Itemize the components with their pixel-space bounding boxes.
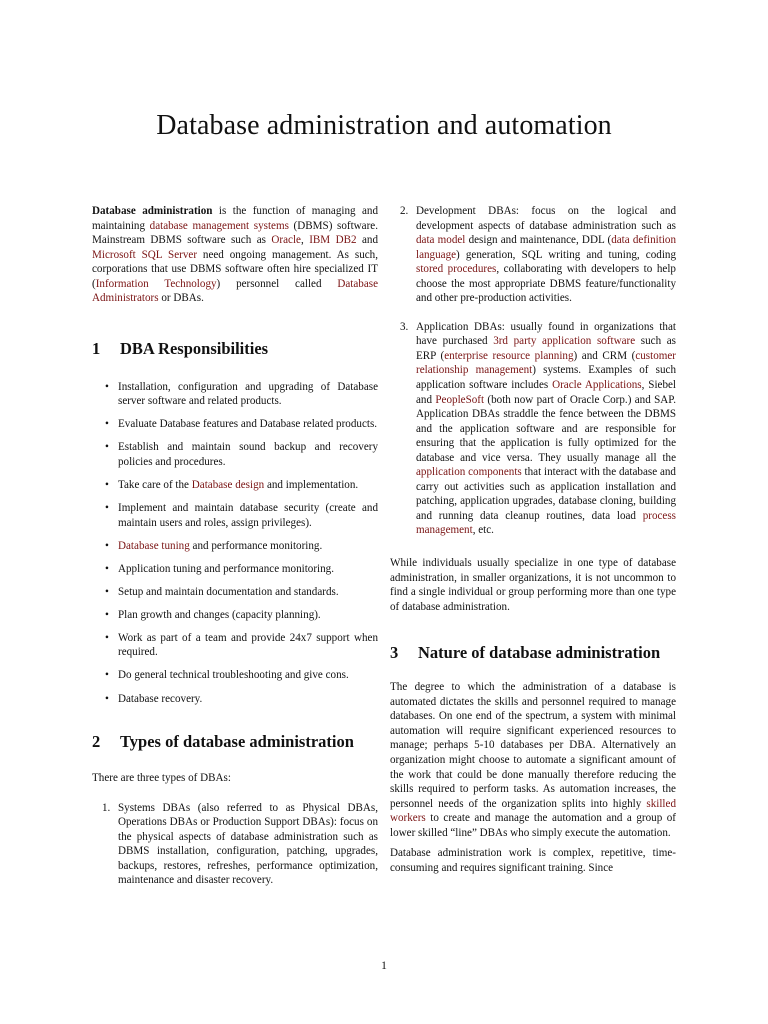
- list-item: [92, 668, 378, 683]
- link-peoplesoft[interactable]: PeopleSoft: [435, 393, 485, 406]
- list-item-text: , Siebel and: [416, 379, 677, 406]
- link-application-components[interactable]: application components: [416, 466, 522, 479]
- section-2-number: 2: [92, 732, 101, 752]
- dba-types-list-continued: [390, 204, 676, 538]
- bullet-icon: •: [105, 631, 109, 644]
- list-item: [92, 380, 378, 409]
- link-process-management[interactable]: process management: [416, 509, 676, 537]
- list-item-text: Evaluate Database features and Database related products.: [118, 418, 378, 431]
- list-item: [92, 417, 378, 432]
- paragraph-text: to create and manage the automation and a group of lower skilled “line” DBAs who simply execute the automation.: [390, 812, 676, 839]
- list-item: [92, 478, 378, 493]
- bullet-icon: •: [105, 539, 109, 552]
- bullet-icon: •: [105, 441, 109, 454]
- list-item-text: , etc.: [472, 524, 494, 537]
- link-data-model[interactable]: data model: [416, 234, 466, 247]
- intro-text: (DBMS) software. Mainstream DBMS software such as: [92, 219, 378, 247]
- section-1-heading: [92, 338, 378, 360]
- bullet-icon: •: [105, 669, 109, 682]
- list-item-text: Setup and maintain documentation and standards.: [118, 585, 339, 598]
- left-column: [92, 204, 378, 896]
- section-2-heading: [92, 731, 378, 753]
- link-stored-procedures[interactable]: stored procedures: [416, 263, 497, 276]
- section-3-number: 3: [390, 643, 399, 663]
- link-database-design[interactable]: Database design: [191, 479, 265, 492]
- list-item-text: that interact with the database and carry out activities such as application installation and patching, application upgrades, database cloning, building and running data cleanup routines, data load: [416, 466, 676, 522]
- list-item-text: ) and CRM (: [573, 349, 636, 362]
- link-ibm-db2[interactable]: IBM DB2: [309, 234, 357, 247]
- bullet-icon: •: [105, 585, 109, 598]
- list-item-text: and performance monitoring.: [189, 539, 323, 552]
- bullet-icon: •: [105, 380, 109, 393]
- list-item: [92, 539, 378, 554]
- list-item-text: Work as part of a team and provide 24x7 support when required.: [118, 631, 378, 659]
- link-dbms[interactable]: database management systems: [149, 219, 289, 232]
- list-item-text: ) systems. Examples of such application software includes: [416, 364, 676, 392]
- list-item: [92, 608, 378, 623]
- link-erp[interactable]: enterprise resource planning: [444, 349, 574, 362]
- link-3rd-party-software[interactable]: 3rd party application software: [493, 335, 636, 348]
- list-item-text: , collaborating with developers to help choose the most appropriate DBMS feature/functionality and other pre-production activities.: [416, 263, 676, 305]
- document-title: Database administration and automation: [156, 110, 612, 141]
- list-item-text: Application DBAs: usually found in organizations that have purchased: [416, 320, 676, 348]
- intro-text: need ongoing management. As such, corporations that use DBMS software often hire specialized IT (: [92, 248, 378, 290]
- list-item-text: Development DBAs: focus on the logical and development aspects of database administration such as: [416, 205, 676, 232]
- list-item-text: ) generation, SQL writing and tuning, coding: [456, 248, 676, 261]
- responsibilities-list: [92, 380, 378, 706]
- section-2-closing: While individuals usually specialize in one type of database administration, in smaller organizations, it is not uncommon to find a single individual or group performing more than one type of database administration.: [390, 557, 676, 613]
- bullet-icon: •: [105, 418, 109, 431]
- section-3-paragraph-1: [390, 680, 676, 840]
- list-item-text: Systems DBAs (also referred to as Physical DBAs, Operations DBAs or Production Support DBAs): focus on the physical aspects of database administration such as DBMS installation, configuration, patching, upgrades, backups, restores, refreshes, performance optimization, maintenance and disaster recovery.: [118, 801, 378, 887]
- section-2-title: Types of database administration: [120, 732, 354, 752]
- page-number: 1: [381, 960, 387, 972]
- intro-text: is the function of managing and maintaining: [92, 205, 378, 232]
- link-oracle[interactable]: Oracle: [271, 234, 301, 247]
- list-item: [92, 692, 378, 707]
- list-item: [92, 631, 378, 660]
- list-item: [92, 562, 378, 577]
- list-item-text: Establish and maintain sound backup and recovery policies and procedures.: [118, 441, 378, 469]
- list-number: 1.: [102, 801, 111, 814]
- bullet-icon: •: [105, 562, 109, 575]
- list-item-text: Take care of the: [118, 479, 192, 492]
- list-item-text: Do general technical troubleshooting and give cons.: [118, 669, 349, 682]
- list-item: [92, 801, 378, 888]
- link-data-definition-language[interactable]: data definition language: [416, 234, 676, 261]
- intro-text: and: [356, 234, 379, 247]
- dba-types-list: [92, 801, 378, 888]
- link-information-technology[interactable]: Information Technology: [95, 277, 217, 290]
- list-item-text: such as ERP (: [416, 335, 676, 362]
- section-3-paragraph-2: Database administration work is complex, repetitive, time-consuming and requires significant training. Since: [390, 847, 676, 874]
- list-item: [92, 501, 378, 530]
- intro-text: ,: [300, 234, 310, 247]
- bullet-icon: •: [105, 502, 109, 515]
- list-item: [92, 440, 378, 469]
- link-database-tuning[interactable]: Database tuning: [118, 539, 190, 552]
- intro-lead: Database administration: [92, 205, 213, 217]
- section-1-number: 1: [92, 338, 101, 358]
- list-item: [92, 585, 378, 600]
- list-number: 2.: [400, 205, 409, 217]
- section-1-title: DBA Responsibilities: [120, 338, 269, 358]
- link-skilled-workers[interactable]: skilled workers: [390, 797, 676, 825]
- section-2-intro: There are three types of DBAs:: [92, 772, 231, 785]
- list-number: 3.: [400, 320, 409, 333]
- intro-text: ) personnel called: [216, 277, 338, 290]
- intro-text: or DBAs.: [158, 292, 204, 305]
- bullet-icon: •: [105, 608, 109, 621]
- bullet-icon: •: [105, 479, 109, 492]
- list-item-text: and implementation.: [264, 479, 359, 492]
- list-item-text: Database recovery.: [118, 692, 203, 705]
- right-column: [390, 204, 676, 875]
- list-item: [390, 204, 676, 306]
- link-database-administrators[interactable]: Database Administrators: [92, 277, 378, 305]
- list-item-text: Installation, configuration and upgrading of Database server software and related products.: [118, 380, 378, 408]
- paragraph-text: The degree to which the administration of a database is automated dictates the skills and personnel required to manage databases. On one end of the spectrum, a system with minimal automation will require significant experienced resources to manage; perhaps 5-10 databases per DBA. Alternatively an organization might choose to automate a significant amount of the work that could be done manually therefore reducing the skills required to perform tasks. As automation increases, the personnel needs of the organization splits into highly: [390, 681, 676, 810]
- intro-paragraph: [92, 204, 378, 306]
- list-item-text: Application tuning and performance monitoring.: [118, 562, 334, 575]
- section-3-title: Nature of database administration: [418, 643, 661, 663]
- list-item-text: Plan growth and changes (capacity planning).: [118, 608, 321, 621]
- list-item-text: (both now part of Oracle Corp.) and SAP. Application DBAs straddle the fence between the DBMS and the application software and are responsible for ensuring that the application is fully optimized for the database and vice versa. They usually manage all the: [416, 393, 676, 464]
- section-3-heading: [390, 642, 676, 664]
- list-item-text: design and maintenance, DDL (: [465, 234, 612, 247]
- bullet-icon: •: [105, 692, 109, 705]
- link-crm[interactable]: customer relationship management: [416, 349, 676, 377]
- list-item: [390, 320, 676, 538]
- link-oracle-applications[interactable]: Oracle Applications: [552, 379, 642, 392]
- list-item-text: Implement and maintain database security (create and maintain users and roles, assign privileges).: [118, 502, 378, 529]
- link-sql-server[interactable]: Microsoft SQL Server: [92, 248, 198, 261]
